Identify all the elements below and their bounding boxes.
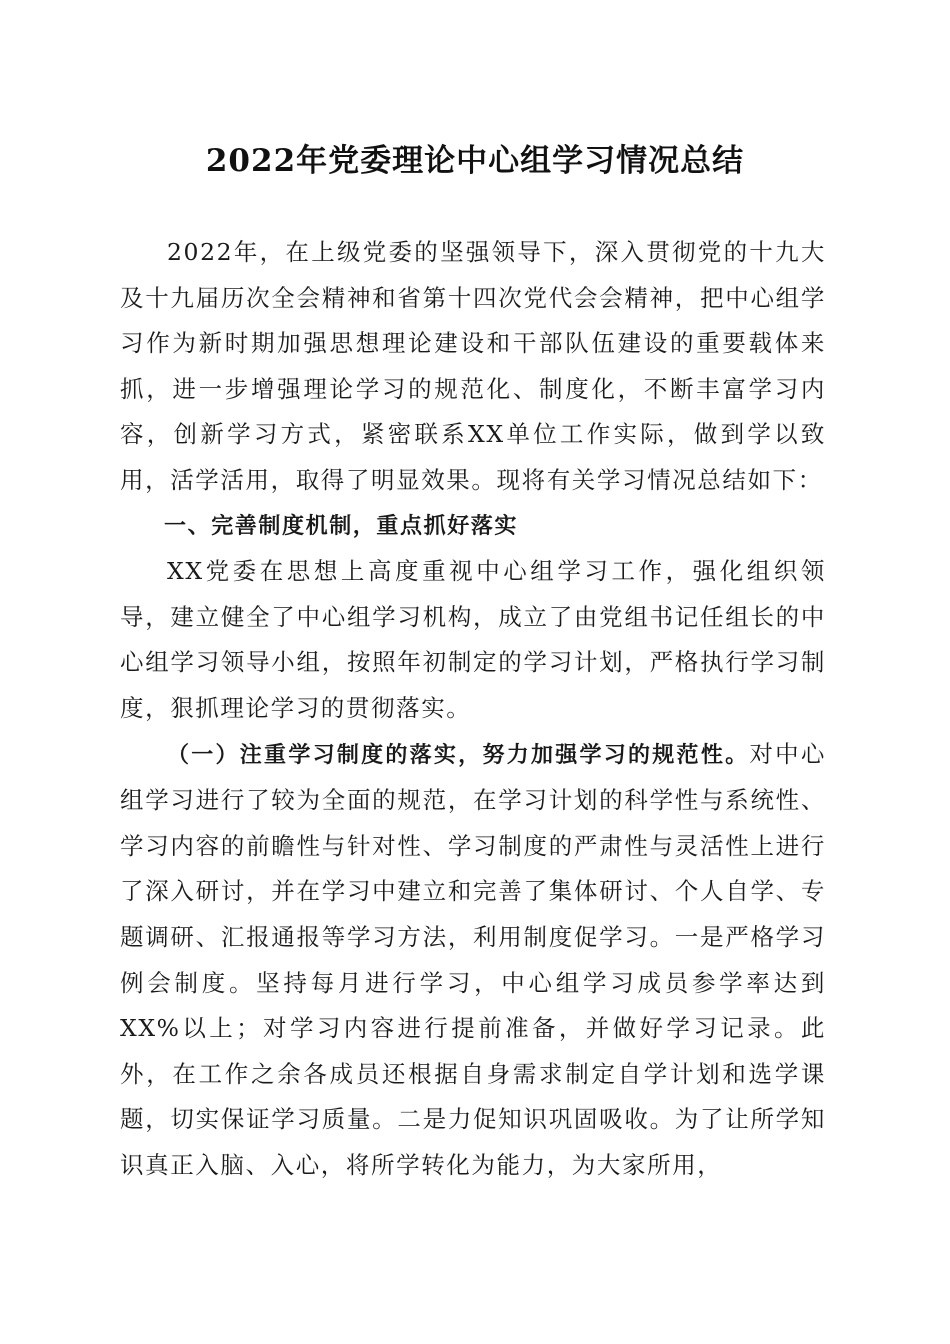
document-body xyxy=(120,230,826,1188)
subsection-1-body: 对中心组学习进行了较为全面的规范，在学习计划的科学性与系统性、学习内容的前瞻性与针对性、学习制度的严肃性与灵活性上进行了深入研讨，并在学习中建立和完善了集体研讨、个人自学、专题调研、汇报通报等学习方法，利用制度促学习。一是严格学习例会制度。坚持每月进行学习，中心组学习成员参学率达到XX%以上；对学习内容进行提前准备，并做好学习记录。此外，在工作之余各成员还根据自身需求制定自学计划和选学课题，切实保证学习质量。二是力促知识巩固吸收。为了让所学知识真正入脑、入心，将所学转化为能力，为大家所用， xyxy=(120,739,826,1179)
document-title: 2022年党委理论中心组学习情况总结 xyxy=(205,143,745,179)
subsection-1-lead: （一）注重学习制度的落实，努力加强学习的规范性。 xyxy=(167,742,750,768)
subsection-1-paragraph xyxy=(120,732,826,1189)
section-1-paragraph: XX党委在思想上高度重视中心组学习工作，强化组织领导，建立健全了中心组学习机构，成立了由党组书记任组长的中心组学习领导小组，按照年初制定的学习计划，严格执行学习制度，狠抓理论学习的贯彻落实。 xyxy=(120,557,826,722)
section-1-heading: 一、完善制度机制，重点抓好落实 xyxy=(164,513,519,539)
intro-paragraph: 2022年，在上级党委的坚强领导下，深入贯彻党的十九大及十九届历次全会精神和省第十四次党代会会精神，把中心组学习作为新时期加强思想理论建设和干部队伍建设的重要载体来抓，进一步增强理论学习的规范化、制度化，不断丰富学习内容，创新学习方式，紧密联系XX单位工作实际，做到学以致用，活学活用，取得了明显效果。现将有关学习情况总结如下： xyxy=(120,238,826,494)
